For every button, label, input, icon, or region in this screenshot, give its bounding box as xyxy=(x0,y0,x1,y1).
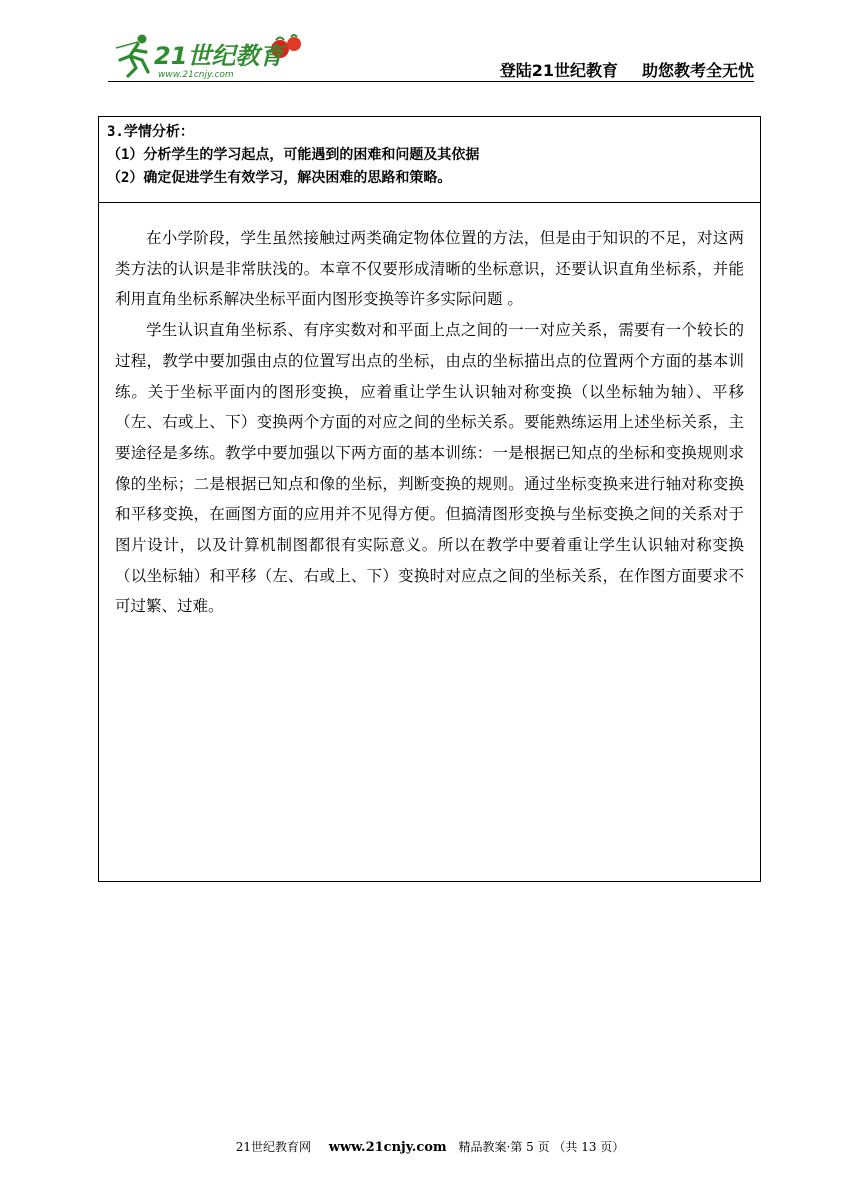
page-header xyxy=(108,24,754,82)
footer-url-link[interactable]: www.21cnjy.com xyxy=(328,1140,447,1155)
section-item-2: （2）确定促进学生有效学习，解决困难的思路和策略。 xyxy=(107,170,452,186)
footer-site: 21世纪教育网 xyxy=(235,1140,311,1154)
header-divider xyxy=(108,81,754,82)
body-paragraph-2: 学生认识直角坐标系、有序实数对和平面上点之间的一一对应关系，需要有一个较长的过程，教学中要加强由点的位置写出点的坐标，由点的坐标描出点的位置两个方面的基本训练。关于坐标平面内的图形变换，应着重让学生认识轴对称变换（以坐标轴为轴）、平移（左、右或上、下）变换两个方面的对应之间的坐标关系。要能熟练运用上述坐标关系，主要途径是多练。教学中要加强以下两方面的基本训练：一是根据已知点的坐标和变换规则求像的坐标；二是根据已知点和像的坐标，判断变换的规则。通过坐标变换来进行轴对称变换和平移变换，在画图方面的应用并不见得方便。但搞清图形变换与坐标变换之间的关系对于图片设计，以及计算机制图都很有实际意义。所以在教学中要着重让学生认识轴对称变换（以坐标轴）和平移（左、右或上、下）变换时对应点之间的坐标关系，在作图方面要求不可过繁、过难。 xyxy=(115,321,744,616)
section-title: 3.学情分析： xyxy=(107,124,194,140)
header-slogan xyxy=(500,58,754,81)
section-content xyxy=(99,203,760,622)
slogan-right: 助您教考全无忧 xyxy=(641,61,754,80)
body-paragraph-1: 在小学阶段，学生虽然接触过两类确定物体位置的方法，但是由于知识的不足，对这两类方法的认识是非常肤浅的。本章不仅要形成清晰的坐标意识，还要认识直角坐标系，并能利用直角坐标系解决坐标平面内图形变换等许多实际问题 。 xyxy=(115,229,744,309)
slogan-left: 登陆21世纪教育 xyxy=(499,61,618,80)
logo-text: 21世纪教育 xyxy=(154,42,284,70)
section-header xyxy=(99,117,760,203)
site-logo[interactable] xyxy=(108,30,308,80)
logo-graphic xyxy=(108,30,308,80)
page-footer xyxy=(0,1138,860,1155)
analysis-table xyxy=(98,116,761,882)
footer-page-info: 精品教案·第 5 页 （共 13 页） xyxy=(458,1140,625,1154)
logo-url: www.21cnjy.com xyxy=(158,70,234,80)
section-item-1: （1）分析学生的学习起点，可能遇到的困难和问题及其依据 xyxy=(107,147,480,163)
